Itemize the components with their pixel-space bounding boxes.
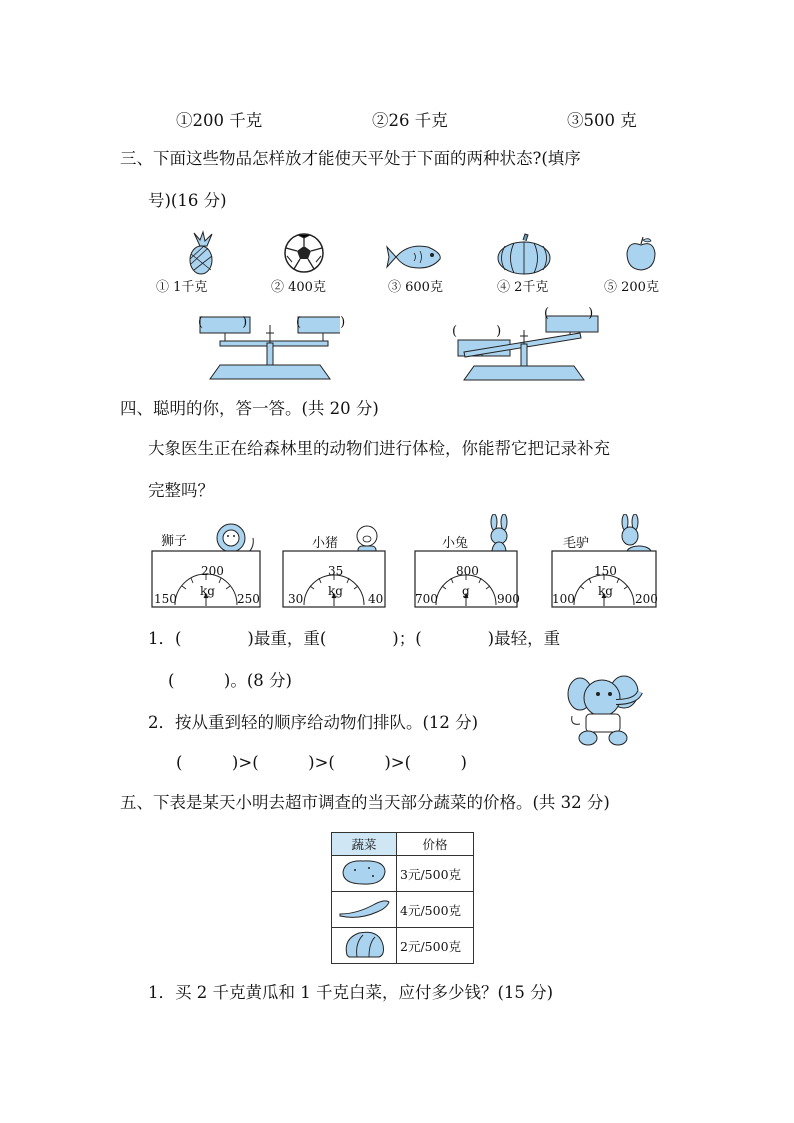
cucumber-icon xyxy=(332,892,397,928)
cabbage-icon xyxy=(332,928,397,964)
item-label-3: ③ 600克 xyxy=(388,280,443,295)
section4-q2-answer[interactable]: ( )>( )>( )>( ) xyxy=(176,753,467,772)
scale-pig xyxy=(282,520,386,608)
table-header-price: 价格 xyxy=(397,833,474,856)
section4-q1-line1: 1．( )最重，重( )；( )最轻，重 xyxy=(148,629,561,648)
table-row xyxy=(332,892,474,928)
scale-donkey-mid: 150 xyxy=(594,564,617,578)
section4-q1-line2: ( )。(8 分) xyxy=(168,671,292,690)
potato-icon xyxy=(332,856,397,892)
scale-lion-mid: 200 xyxy=(201,564,224,578)
scale-donkey-unit: kg xyxy=(598,584,613,598)
scale-pig-unit: kg xyxy=(328,584,343,598)
item-label-1: ① 1千克 xyxy=(156,280,208,295)
scale1-right-answer[interactable]: ( ) xyxy=(296,315,346,330)
section4-q2: 2．按从重到轻的顺序给动物们排队。(12 分) xyxy=(148,713,479,732)
scale-rabbit-unit: g xyxy=(462,584,470,598)
apple-icon xyxy=(624,236,658,276)
option-3: ③500 克 xyxy=(567,111,637,130)
price-cabbage: 2元/500克 xyxy=(397,928,474,964)
fish-icon xyxy=(386,241,444,277)
pineapple-icon xyxy=(178,230,224,280)
option-2: ②26 千克 xyxy=(372,111,448,130)
scale1-left-answer[interactable]: ( ) xyxy=(198,315,248,330)
scale2-left-answer[interactable]: ( ) xyxy=(452,324,502,339)
animal-name-pig: 小猪 xyxy=(312,536,339,551)
scale-rabbit-mid: 800 xyxy=(456,564,479,578)
table-header-vegetable: 蔬菜 xyxy=(332,833,397,856)
vegetable-price-table xyxy=(331,832,474,964)
elephant-icon xyxy=(566,672,646,752)
scale-pig-left: 30 xyxy=(288,592,304,606)
item-label-2: ② 400克 xyxy=(271,280,326,295)
price-potato: 3元/500克 xyxy=(397,856,474,892)
scale-rabbit xyxy=(414,520,518,608)
item-label-5: ⑤ 200克 xyxy=(604,280,659,295)
section3-title: 三、下面这些物品怎样放才能使天平处于下面的两种状态?(填序 xyxy=(120,149,581,168)
section4-title: 四、聪明的你，答一答。(共 20 分) xyxy=(120,399,379,418)
scale-pig-right: 40 xyxy=(368,592,384,606)
section3-title-cont: 号)(16 分) xyxy=(148,191,227,210)
pumpkin-icon xyxy=(495,232,553,280)
animal-name-donkey: 毛驴 xyxy=(563,536,590,551)
scale-lion-right: 250 xyxy=(237,592,260,606)
scale-donkey-left: 100 xyxy=(552,592,575,606)
table-row xyxy=(332,928,474,964)
scale-rabbit-left: 700 xyxy=(415,592,438,606)
scale-donkey xyxy=(551,520,657,608)
table-row xyxy=(332,856,474,892)
option-1: ①200 千克 xyxy=(176,111,263,130)
scale-lion xyxy=(151,520,261,608)
scale-donkey-right: 200 xyxy=(635,592,658,606)
scale-lion-left: 150 xyxy=(154,592,177,606)
scale-lion-unit: kg xyxy=(200,584,215,598)
scale2-right-answer[interactable]: ( ) xyxy=(544,306,594,321)
scale-rabbit-right: 900 xyxy=(497,592,520,606)
scale-pig-mid: 35 xyxy=(328,564,344,578)
price-cucumber: 4元/500克 xyxy=(397,892,474,928)
animal-name-lion: 狮子 xyxy=(161,534,188,549)
soccer-ball-icon xyxy=(283,232,325,278)
section4-intro-2: 完整吗？ xyxy=(148,481,214,500)
section5-q1: 1．买 2 千克黄瓜和 1 千克白菜，应付多少钱？(15 分) xyxy=(148,983,554,1002)
section5-title: 五、下表是某天小明去超市调查的当天部分蔬菜的价格。(共 32 分) xyxy=(120,793,610,812)
animal-name-rabbit: 小兔 xyxy=(442,536,469,551)
item-label-4: ④ 2千克 xyxy=(497,280,549,295)
section4-intro-1: 大象医生正在给森林里的动物们进行体检，你能帮它把记录补充 xyxy=(148,439,610,458)
